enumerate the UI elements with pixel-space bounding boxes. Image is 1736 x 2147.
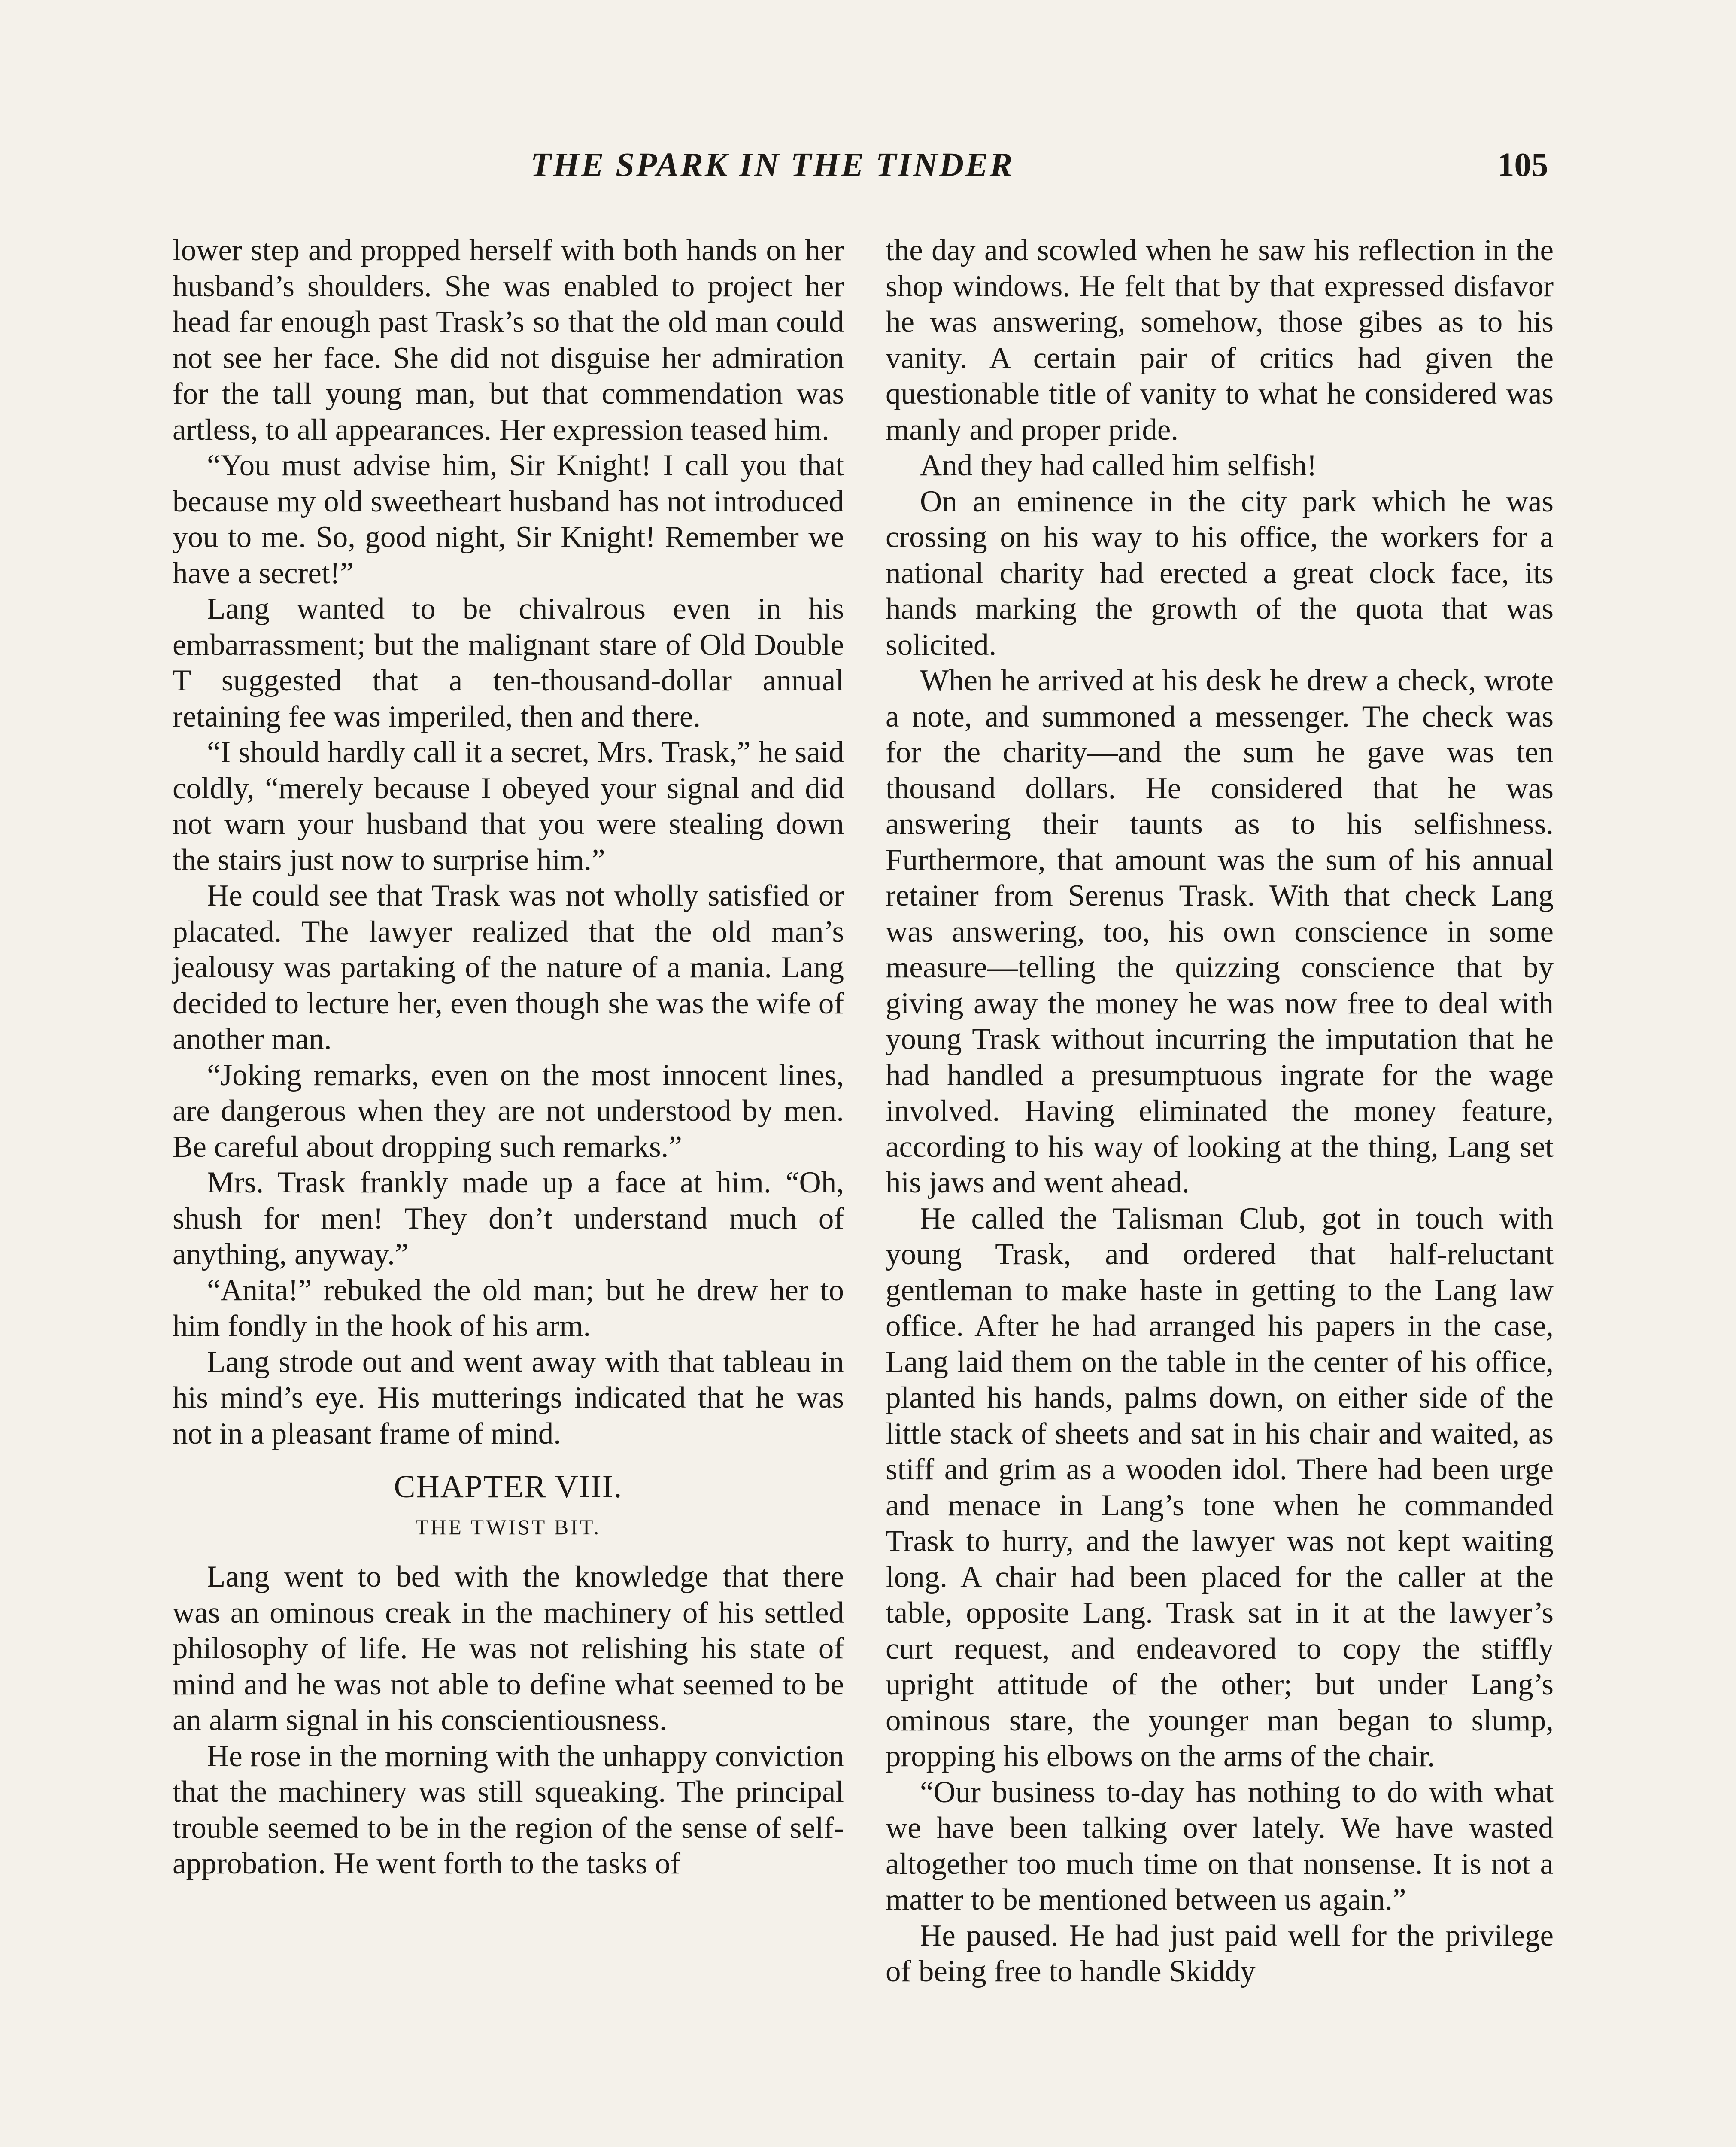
chapter-heading: CHAPTER VIII.: [394, 1469, 623, 1505]
paragraph: “Anita!” rebuked the old man; but he drew her to him fondly in the hook of his arm.: [173, 1273, 844, 1343]
paragraph: He paused. He had just paid well for the privilege of being free to handle Skiddy: [886, 1919, 1554, 1988]
paragraph: “Joking remarks, even on the most innocent lines, are dangerous when they are not understood by men. Be careful about dropping such remarks.”: [173, 1058, 844, 1164]
running-title: THE SPARK IN THE TINDER: [531, 146, 1014, 184]
running-header: [0, 148, 1736, 200]
paragraph: He rose in the morning with the unhappy conviction that the machinery was still squeaking. The principal trouble seemed to be in the region of the sense of self-approbation. He went forth to the tasks of: [173, 1739, 844, 1880]
paragraph: the day and scowled when he saw his reflection in the shop windows. He felt that by that expressed disfavor he was answering, somehow, those gibes as to his vanity. A certain pair of critics had given the questionable title of vanity to what he considered was manly and proper pride.: [886, 234, 1554, 447]
paragraph: “Our business to-day has nothing to do with what we have been talking over lately. We have wasted altogether too much time on that nonsense. It is not a matter to be mentioned between us again.”: [886, 1775, 1554, 1916]
left-column: [173, 233, 844, 1882]
paragraph: “You must advise him, Sir Knight! I call you that because my old sweetheart husband has not introduced you to me. So, good night, Sir Knight! Remember we have a secret!”: [173, 449, 844, 590]
paragraph: He called the Talisman Club, got in touch with young Trask, and ordered that half-reluctant gentleman to make haste in getting to the Lang law office. After he had arranged his papers in the case, Lang laid them on the table in the center of his office, planted his hands, palms down, on either side of the little stack of sheets and sat in his chair and waited, as stiff and grim as a wooden idol. There had been urge and menace in Lang’s tone when he commanded Trask to hurry, and the lawyer was not kept waiting long. A chair had been placed for the caller at the table, opposite Lang. Trask sat in it at the lawyer’s curt request, and endeavored to copy the stiffly upright attitude of the other; but under Lang’s ominous stare, the younger man began to slump, propping his elbows on the arms of the chair.: [886, 1201, 1554, 1773]
chapter-subtitle: THE TWIST BIT.: [415, 1515, 601, 1539]
paragraph: Lang wanted to be chivalrous even in his embarrassment; but the malignant stare of Old Double T suggested that a ten-thousand-dollar annual retaining fee was imperiled, then and there.: [173, 592, 844, 733]
right-column: [886, 233, 1554, 1990]
paragraph: When he arrived at his desk he drew a check, wrote a note, and summoned a messenger. The check was for the charity—and the sum he gave was ten thousand dollars. He considered that he was answering their taunts as to his selfishness. Furthermore, that amount was the sum of his annual retainer from Serenus Trask. With that check Lang was answering, too, his own conscience in some measure—telling the quizzing conscience that by giving away the money he was now free to deal with young Trask without incurring the imputation that he had handled a presumptuous ingrate for the wage involved. Having eliminated the money feature, according to his way of looking at the thing, Lang set his jaws and went ahead.: [886, 664, 1554, 1199]
page-number: 105: [1497, 146, 1548, 184]
paragraph: lower step and propped herself with both hands on her husband’s shoulders. She was enabled to project her head far enough past Trask’s so that the old man could not see her face. She did not disguise her admiration for the tall young man, but that commendation was artless, to all appearances. Her expression teased him.: [173, 234, 844, 447]
paragraph: “I should hardly call it a secret, Mrs. Trask,” he said coldly, “merely because I obeyed your signal and did not warn your husband that you were stealing down the stairs just now to surprise him.”: [173, 736, 844, 877]
paragraph: On an eminence in the city park which he was crossing on his way to his office, the workers for a national charity had erected a great clock face, its hands marking the growth of the quota that was solicited.: [886, 484, 1554, 662]
paragraph: And they had called him selfish!: [920, 449, 1317, 482]
paragraph: Mrs. Trask frankly made up a face at him. “Oh, shush for men! They don’t understand much of anything, anyway.”: [173, 1166, 844, 1271]
paragraph: Lang strode out and went away with that tableau in his mind’s eye. His mutterings indicated that he was not in a pleasant frame of mind.: [173, 1345, 844, 1451]
paragraph: He could see that Trask was not wholly satisfied or placated. The lawyer realized that the old man’s jealousy was partaking of the nature of a mania. Lang decided to lecture her, even though she was the wife of another man.: [173, 879, 844, 1056]
paragraph: Lang went to bed with the knowledge that there was an ominous creak in the machinery of his settled philosophy of life. He was not relishing his state of mind and he was not able to define what seemed to be an alarm signal in his conscientiousness.: [173, 1560, 844, 1737]
